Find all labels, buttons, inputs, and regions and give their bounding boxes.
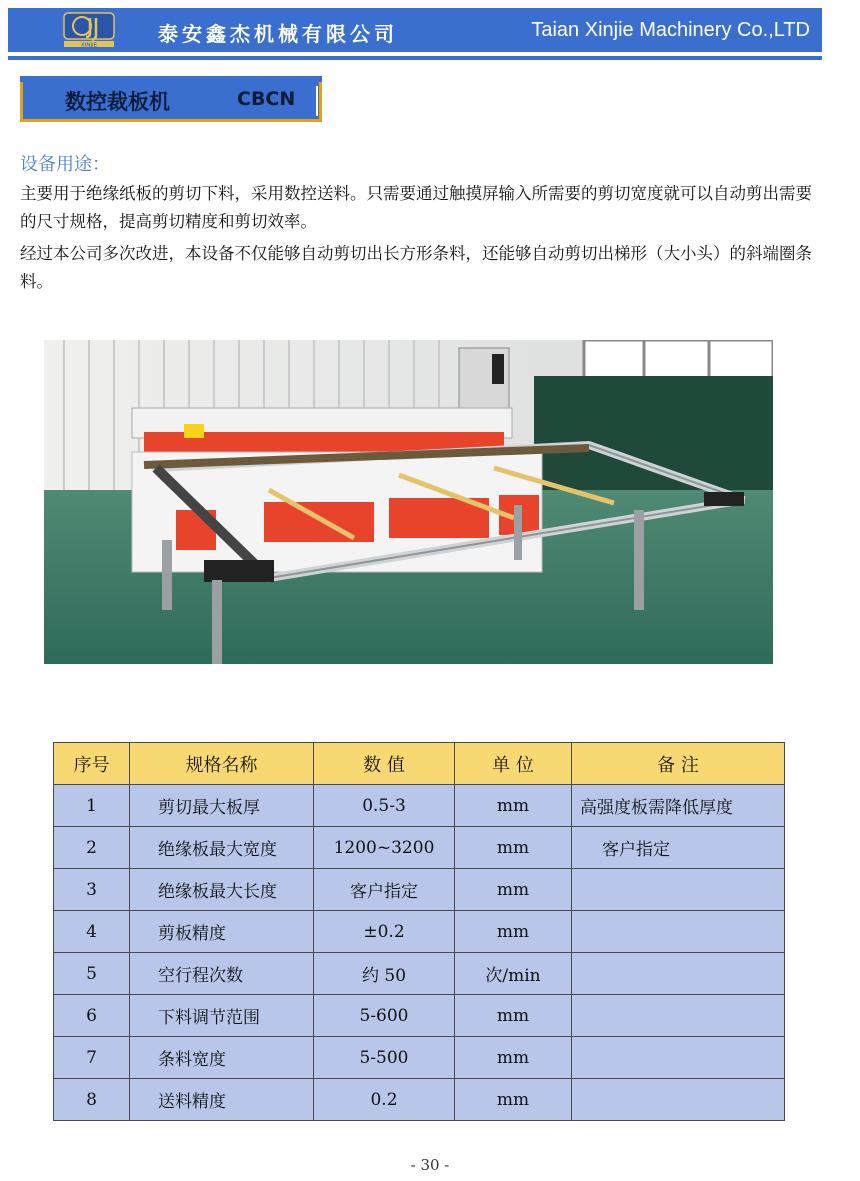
cell-spec-name: 剪切最大板厚 <box>130 785 314 827</box>
cell-note <box>572 869 785 911</box>
cell-unit: mm <box>455 785 572 827</box>
cell-spec-name: 绝缘板最大长度 <box>130 869 314 911</box>
table-row <box>54 953 785 995</box>
cell-no: 7 <box>54 1037 130 1079</box>
cell-note: 高强度板需降低厚度 <box>572 785 785 827</box>
cell-no: 1 <box>54 785 130 827</box>
table-row <box>54 1079 785 1121</box>
cell-no: 4 <box>54 911 130 953</box>
cell-no: 2 <box>54 827 130 869</box>
section-heading: 设备用途： <box>20 154 110 175</box>
header-value: 数 值 <box>314 743 455 785</box>
product-name: 数控裁板机 <box>65 90 170 114</box>
cell-note <box>572 995 785 1037</box>
table-row <box>54 995 785 1037</box>
table-row <box>54 785 785 827</box>
cell-value: 约 50 <box>314 953 455 995</box>
cell-no: 8 <box>54 1079 130 1121</box>
product-title-box <box>20 82 322 122</box>
header-divider <box>8 56 822 60</box>
cell-unit: 次/min <box>455 953 572 995</box>
header-spec-name: 规格名称 <box>130 743 314 785</box>
cell-spec-name: 条料宽度 <box>130 1037 314 1079</box>
cell-spec-name: 下料调节范围 <box>130 995 314 1037</box>
cell-spec-name: 空行程次数 <box>130 953 314 995</box>
text-cursor <box>316 86 318 116</box>
cell-note <box>572 1037 785 1079</box>
table-header-row <box>54 743 785 785</box>
cell-value: 0.2 <box>314 1079 455 1121</box>
purpose-paragraph-2: 经过本公司多次改进，本设备不仅能够自动剪切出长方形条料，还能够自动剪切出梯形（大小头）的斜端圈条料。 <box>20 244 812 291</box>
cell-spec-name: 剪板精度 <box>130 911 314 953</box>
cell-spec-name: 送料精度 <box>130 1079 314 1121</box>
header-note: 备 注 <box>572 743 785 785</box>
machine-illustration <box>44 340 773 664</box>
company-name-en: Taian Xinjie Machinery Co.,LTD <box>531 19 810 41</box>
cell-unit: mm <box>455 869 572 911</box>
cell-note <box>572 953 785 995</box>
cell-unit: mm <box>455 1079 572 1121</box>
cell-value: 0.5-3 <box>314 785 455 827</box>
cell-value: ±0.2 <box>314 911 455 953</box>
header-unit: 单 位 <box>455 743 572 785</box>
cell-no: 6 <box>54 995 130 1037</box>
svg-text:XINJIE: XINJIE <box>80 42 98 49</box>
cell-value: 客户指定 <box>314 869 455 911</box>
table-row <box>54 1037 785 1079</box>
cell-value: 5-500 <box>314 1037 455 1079</box>
company-logo <box>60 11 118 49</box>
cell-value: 5-600 <box>314 995 455 1037</box>
product-model: CBCN <box>237 88 296 110</box>
cell-unit: mm <box>455 827 572 869</box>
cell-note <box>572 1079 785 1121</box>
table-row <box>54 911 785 953</box>
page-header <box>8 8 822 52</box>
cell-no: 5 <box>54 953 130 995</box>
cell-note: 客户指定 <box>572 827 785 869</box>
cell-spec-name: 绝缘板最大宽度 <box>130 827 314 869</box>
cell-note <box>572 911 785 953</box>
table-row <box>54 869 785 911</box>
cell-unit: mm <box>455 911 572 953</box>
machine-photo <box>44 340 773 664</box>
purpose-paragraph-1: 主要用于绝缘纸板的剪切下料，采用数控送料。只需要通过触摸屏输入所需要的剪切宽度就可以自动剪出需要的尺寸规格，提高剪切精度和剪切效率。 <box>20 184 812 231</box>
cell-no: 3 <box>54 869 130 911</box>
spec-table <box>53 742 785 1121</box>
cell-value: 1200~3200 <box>314 827 455 869</box>
cell-unit: mm <box>455 1037 572 1079</box>
page-number: - 30 - <box>410 1156 450 1174</box>
company-name-cn: 泰安鑫杰机械有限公司 <box>158 22 398 46</box>
table-row <box>54 827 785 869</box>
cell-unit: mm <box>455 995 572 1037</box>
header-no: 序号 <box>54 743 130 785</box>
